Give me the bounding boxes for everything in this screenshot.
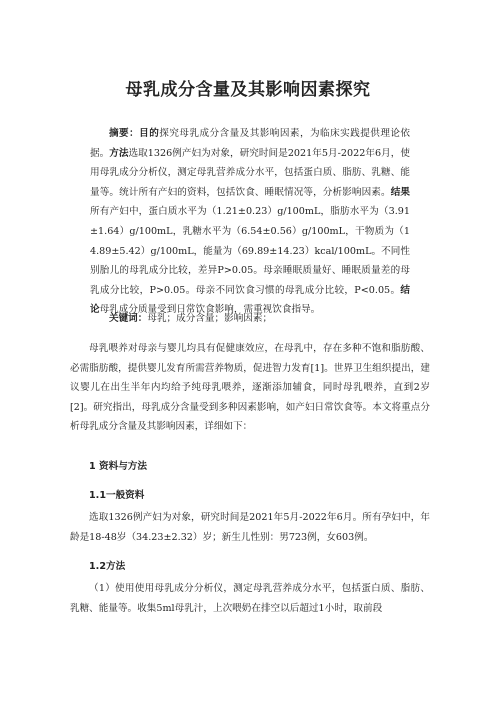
purpose-text: 探究母乳成分含量及其影响因素，为临床实践提供理论依据。 [90, 128, 411, 159]
paper-title: 母乳成分含量及其影响因素探究 [125, 80, 371, 100]
subsection-1-1-text: 选取1326例产妇为对象，研究时间是2021年5月-2022年6月。所有孕妇中，年龄是18-48岁（34.23±2.32）岁；新生儿性别：男723例，女603例。 [70, 512, 430, 543]
result-label: 结果 [390, 186, 411, 198]
keywords [90, 309, 410, 329]
keywords-text: 母乳；成分含量；影响因素； [147, 313, 273, 324]
subsection-1-2-text: （1）使用使用母乳成分分析仪，测定母乳营养成分水平，包括蛋白质、脂肪、乳糖、能量等。收集5ml母乳汁，上次喂奶在排空以后超过1小时，取前段 [70, 583, 430, 614]
method-label: 方法 [109, 147, 129, 159]
subsection-heading-1-1: 1.1一般资料 [89, 490, 145, 501]
purpose-label: 目的 [139, 128, 160, 139]
result-text: 所有产妇中，蛋白质水平为（1.21±0.23）g/100mL，脂肪水平为（3.91±1.64）g/100mL，乳糖水平为（6.54±0.56）g/100mL，干物质为（14.89±5.42）g/100mL，能量为（69.89±14.23）kcal/100mL。不同性别胎儿的母乳成分比较，差异P>0.05。母亲睡眠质量好、睡眠质量差的母乳成分比较，P>0.05。母亲不同饮食习惯的母乳成分比较，P<0.05。 [90, 206, 410, 296]
intro-paragraph: 母乳喂养对母亲与婴儿均具有促健康效应，在母乳中，存在多种不饱和脂肪酸、必需脂肪酸，提供婴儿发育所需营养物质，促进智力发育[1]。世界卫生组织提出，建议婴儿在出生半年内均给予纯母乳喂养，逐渐添加辅食，同时母乳喂养，直到2岁[2]。研究指出，母乳成分含量受到多种因素影响，如产妇日常饮食等。本文将重点分析母乳成分含量及其影响因素，详细如下： [70, 343, 430, 433]
conclusion-label: 结论 [90, 284, 410, 316]
subsection-heading-1-2: 1.2方法 [89, 561, 126, 572]
abstract [90, 124, 410, 320]
method-text: 选取1326例产妇为对象，研究时间是2021年5月-2022年6月，使用母乳成分分析仪，测定母乳营养成分水平，包括蛋白质、脂肪、乳糖、能量等。统计所有产妇的资料，包括饮食、睡眠情况等，分析影响因素。 [90, 147, 410, 198]
section-heading-1: 1 资料与方法 [89, 461, 147, 472]
keywords-label: 关键词： [109, 313, 148, 324]
conclusion-text: 母乳成分质量受到日常饮食影响，需重视饮食指导。 [99, 304, 321, 316]
abstract-label: 摘要： [109, 128, 140, 139]
